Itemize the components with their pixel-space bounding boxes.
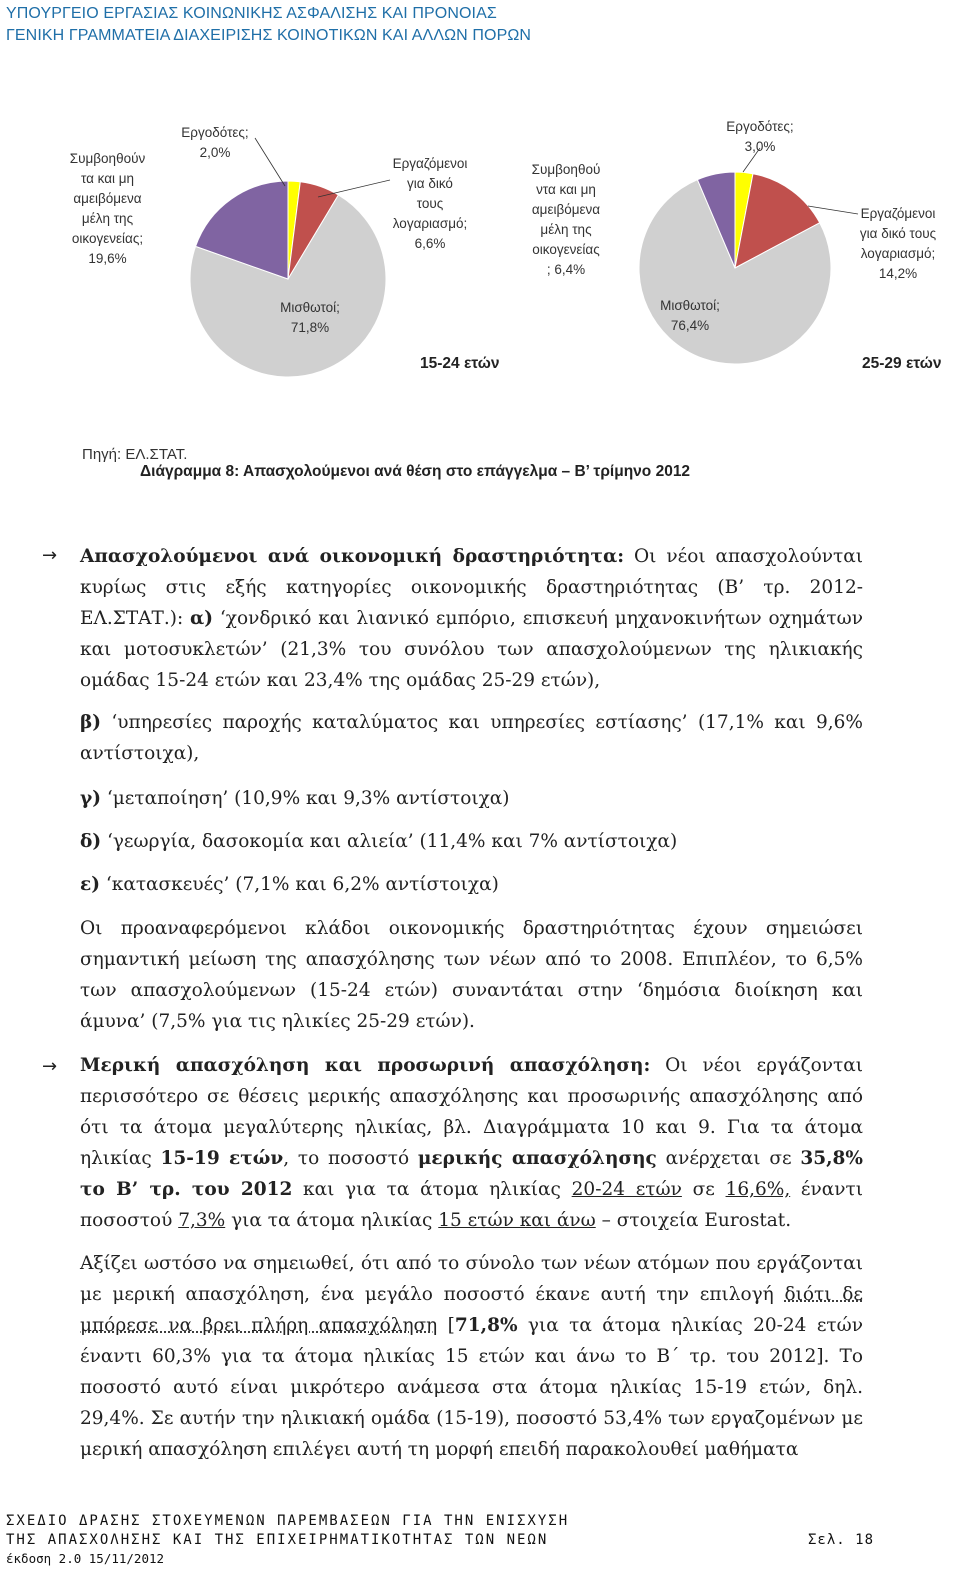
pie2-label-salaried: Μισθωτοί; 76,4% xyxy=(660,298,720,333)
footer-title-line2: ΤΗΣ ΑΠΑΣΧΟΛΗΣΗΣ ΚΑΙ ΤΗΣ ΕΠΙΧΕΙΡΗΜΑΤΙΚΟΤΗΤΑΣ ΤΩΝ ΝΕΩΝ xyxy=(6,1532,549,1548)
version-info: έκδοση 2.0 15/11/2012 xyxy=(6,1551,165,1566)
pie2-label-employers: Εργοδότες; 3,0% xyxy=(726,119,794,154)
section1-closing: Οι προαναφερόμενοι κλάδοι οικονομικής δραστηριότητας έχουν σημειώσει σημαντική μείωση της απασχόλησης των νέων από το 2008. Επιπλέον, το 6,5% των απασχολούμενων (15-24 ετών) συναντάται στην ‘δημόσια διοίκηση και άμυνα’ (7,5% για τις ηλικίες 25-29 ετών). xyxy=(80,918,863,1032)
item-d: δ) ‘γεωργία, δασοκομία και αλιεία’ (11,4% και 7% αντίστοιχα) xyxy=(80,831,678,852)
pie1-label-salaried: Μισθωτοί; 71,8% xyxy=(280,300,340,335)
item-c: γ) ‘μεταποίηση’ (10,9% και 9,3% αντίστοιχα) xyxy=(80,788,510,809)
source-note: Πηγή: ΕΛ.ΣΤΑΤ. xyxy=(82,446,188,463)
section-economic-activity: Απασχολούμενοι ανά οικονομική δραστηριότητα: Οι νέοι απασχολούνται κυρίως στις εξής κατηγορίες οικονομικής δραστηριότητας (Β’ τρ. 2012- ΕΛ.ΣΤΑΤ.): α) ‘χονδρικό και λιανικό εμπόριο, επισκευή μηχανοκινήτων οχημάτων και μοτοσυκλετών’ (21,3% του συνόλου των απασχολούμενων της ηλικιακής ομάδας 15-24 ετών και 23,4% της ομάδας 25-29 ετών), xyxy=(80,546,863,691)
pie2-label-self-employed: Εργαζόμενοι για δικό τους λογαριασμό; 14,2% xyxy=(859,206,937,281)
pie1-label-family: Συμβοηθούν τα και μη αμειβόμενα μέλη της οικογενείας; 19,6% xyxy=(69,151,146,266)
footer-title-line1: ΣΧΕΔΙΟ ΔΡΑΣΗΣ ΣΤΟΧΕΥΜΕΝΩΝ ΠΑΡΕΜΒΑΣΕΩΝ ΓΙΑ ΤΗΝ ΕΝΙΣΧΥΣΗ xyxy=(6,1513,570,1529)
section-heading: Μερική απασχόληση και προσωρινή απασχόληση: xyxy=(80,1055,651,1076)
pie1-label-self-employed: Εργαζόμενοι για δικό τους λογαριασμό; 6,6% xyxy=(392,156,468,251)
bullet-arrow-icon: → xyxy=(42,1056,58,1077)
pie2-label-family: Συμβοηθού ντα και μη αμειβόμενα μέλη της οικογενείας ; 6,4% xyxy=(531,162,601,277)
page-number: Σελ. 18 xyxy=(808,1532,875,1548)
section-part-time: Μερική απασχόληση και προσωρινή απασχόληση: Οι νέοι εργάζονται περισσότερο σε θέσεις μερικής απασχόλησης και προσωρινής απασχόλησης από ότι τα άτομα μεγαλύτερης ηλικίας, βλ. Διαγράμματα 10 και 9. Για τα άτομα ηλικίας 15-19 ετών, το ποσοστό μερικής απασχόλησης ανέρχεται σε 35,8% το Β’ τρ. του 2012 και για τα άτομα ηλικίας 20-24 ετών σε 16,6%, έναντι ποσοστού 7,3% για τα άτομα ηλικίας 15 ετών και άνω – στοιχεία Eurostat. xyxy=(80,1055,863,1231)
section2-paragraph: Αξίζει ωστόσο να σημειωθεί, ότι από το σύνολο των νέων ατόμων που εργάζονται με μερική απασχόληση, ένα μεγάλο ποσοστό έκανε αυτή την επιλογή διότι δε μπόρεσε να βρει πλήρη απασχόληση [71,8% για τα άτομα ηλικίας 20-24 ετών έναντι 60,3% για τα άτομα ηλικίας 15 ετών και άνω το Β΄ τρ. του 2012]. Το ποσοστό αυτό είναι μικρότερο ανάμεσα στα άτομα ηλικίας 15-19 ετών, δηλ. 29,4%. Σε αυτήν την ηλικιακή ομάδα (15-19), ποσοστό 53,4% των εργαζομένων με μερική απασχόληση επιλέγει αυτή τη μορφή επειδή παρακολουθεί μαθήματα xyxy=(80,1253,863,1460)
item-b: β) ‘υπηρεσίες παροχής καταλύματος και υπηρεσίες εστίασης’ (17,1% και 9,6% αντίστοιχα), xyxy=(80,712,863,764)
figure-caption: Διάγραμμα 8: Απασχολούμενοι ανά θέση στο επάγγελμα – Β’ τρίμηνο 2012 xyxy=(140,463,691,480)
pie1-age-group: 15-24 ετών xyxy=(420,355,500,372)
pie1-label-employers: Εργοδότες; 2,0% xyxy=(181,125,249,160)
item-e: ε) ‘κατασκευές’ (7,1% και 6,2% αντίστοιχα) xyxy=(80,874,499,895)
ministry-title: ΥΠΟΥΡΓΕΙΟ ΕΡΓΑΣΙΑΣ ΚΟΙΝΩΝΙΚΗΣ ΑΣΦΑΛΙΣΗΣ ΚΑΙ ΠΡΟΝΟΙΑΣ xyxy=(6,5,497,22)
secretariat-title: ΓΕΝΙΚΗ ΓΡΑΜΜΑΤΕΙΑ ΔΙΑΧΕΙΡΙΣΗΣ ΚΟΙΝΟΤΙΚΩΝ ΚΑΙ ΑΛΛΩΝ ΠΟΡΩΝ xyxy=(6,27,532,44)
pie2-age-group: 25-29 ετών xyxy=(862,355,942,372)
section-heading: Απασχολούμενοι ανά οικονομική δραστηριότητα: xyxy=(80,546,625,567)
bullet-arrow-icon: → xyxy=(42,545,58,566)
